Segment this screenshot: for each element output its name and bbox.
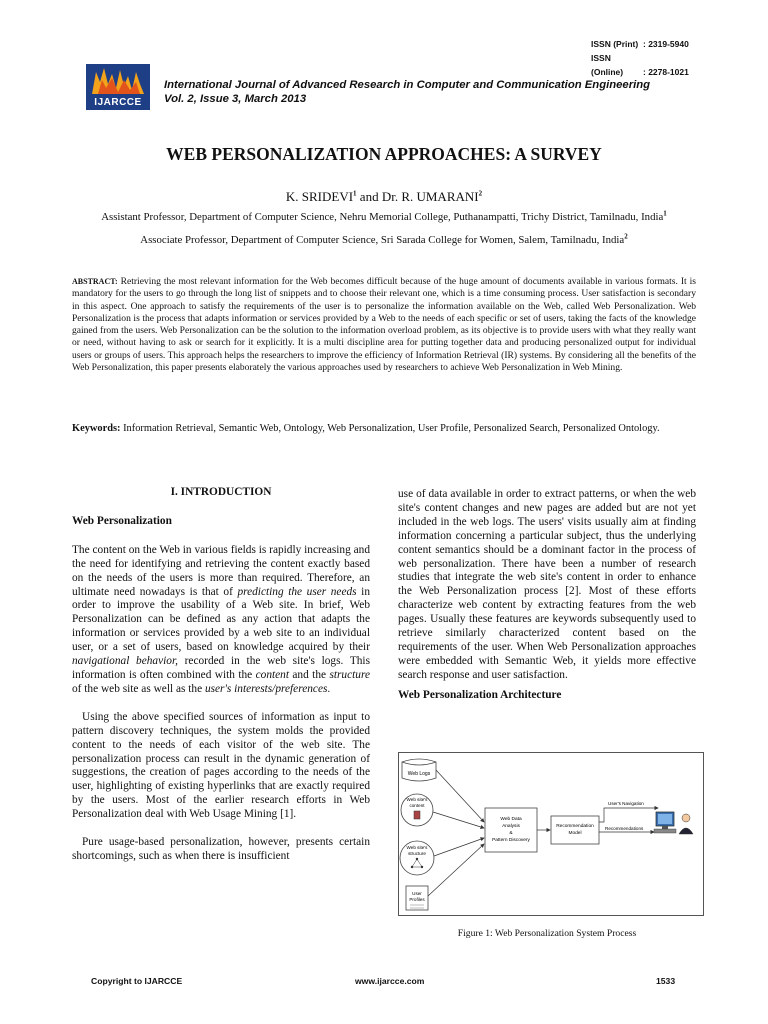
issn-print-value: : 2319-5940 bbox=[643, 39, 689, 49]
p1-text-f: . bbox=[327, 682, 331, 695]
footer-copyright: Copyright to IJARCCE bbox=[91, 976, 183, 986]
footer-website: www.ijarcce.com bbox=[355, 976, 425, 986]
author-line bbox=[0, 189, 768, 205]
intro-paragraph-2: Using the above specified sources of information as input to pattern discovery techniques, the system molds the provided content to the needs of each visitor of the web site. The personalization process can result in the dynamic generation of suggestions, the creation of pages according to the needs of the user, highlighting of existing hyperlinks that are exactly required by the users. Most of the earlier research efforts in Web Personalization deal with Web Usage Mining [1]. bbox=[72, 710, 370, 821]
issn-online-value: : 2278-1021 bbox=[643, 67, 689, 77]
p1-text-c: recorded in the web site's logs. This information is often combined with the bbox=[72, 655, 370, 681]
web-logs-label: Web Logs bbox=[407, 771, 431, 777]
issn-block bbox=[591, 37, 689, 79]
p1-text-b: in order to improve the usability of a Web site. In brief, Web Personalization can be defined as any action that adapts the information or services provided by a web site to an individual user, or a set of users, based on knowledge acquired by their bbox=[72, 585, 370, 654]
architecture-figure bbox=[398, 752, 704, 916]
affiliation-2 bbox=[0, 234, 768, 246]
affiliation-1 bbox=[0, 211, 768, 223]
footer-page-number: 1533 bbox=[656, 976, 676, 986]
affiliation-1-sup: 1 bbox=[663, 209, 667, 218]
logo-text: IJARCCE bbox=[94, 97, 142, 108]
paper-title: WEB PERSONALIZATION APPROACHES: A SURVEY bbox=[166, 144, 602, 164]
subheading-web-personalization: Web Personalization bbox=[72, 514, 172, 527]
analysis-label-2: Analysis bbox=[502, 824, 520, 829]
profiles-label-2: Profiles bbox=[409, 897, 425, 902]
model-label-2: Model bbox=[568, 831, 582, 836]
p1-text-e: of the web site as well as the bbox=[72, 682, 205, 695]
structure-label-2: structure bbox=[408, 851, 426, 856]
abstract-label: ABSTRACT: bbox=[72, 277, 118, 286]
structure-label-1: Web site's bbox=[406, 845, 428, 850]
abstract-text: Retrieving the most relevant information for the Web becomes difficult because of the huge amount of documents available in various formats. It is mandatory for the users to go through the long list of snippets and to choose their relevant one, which is a time consuming process. User satisfaction is secondary in this aspect. One approach to satisfy the requirements of the user is to personalize the information available on the Web, called Web Personalization. Web Personalization is the process that adapts information or services provided by a Web to the needs of each specific or set of users, taking the facts of the knowledge gained from the users. Web Personalization can be the solution to the information overload problem, as its objective is to provide users with what they really want or need, without having to ask or search for it explicitly. It is a multi discipline area for putting together data and producing personalized output for individual users or groups of users. This approach helps the researchers to improve the efficiency of Information Retrieval (IR) systems. By considering all the benefits of the Web Personalization, this paper presents elaborately the various approaches used by researchers to achieve Web Personalization in Web Mining. bbox=[72, 276, 697, 374]
keywords bbox=[72, 422, 696, 436]
intro-paragraph-1 bbox=[72, 544, 370, 697]
p1-em-2: navigational behavior, bbox=[72, 655, 178, 668]
users-navigation-label: User's Navigation bbox=[608, 801, 644, 806]
user-profiles-node bbox=[406, 886, 428, 910]
analysis-label-3: & bbox=[509, 831, 513, 836]
architecture-heading: Web Personalization Architecture bbox=[398, 688, 562, 701]
author-1: K. SRIDEVI bbox=[285, 189, 354, 204]
web-logs-node bbox=[402, 759, 436, 781]
p1-em-4: structure bbox=[329, 668, 370, 681]
content-label-2: content bbox=[409, 803, 425, 808]
journal-name: International Journal of Advanced Research in Computer and Communication Engineering bbox=[164, 79, 651, 91]
architecture-diagram bbox=[398, 752, 704, 916]
affiliation-2-text: Associate Professor, Department of Computer Science, Sri Sarada College for Women, Salem, Tamilnadu, India bbox=[140, 234, 625, 246]
issn-print-label: ISSN (Print) bbox=[591, 39, 639, 49]
journal-issue: Vol. 2, Issue 3, March 2013 bbox=[164, 93, 307, 105]
user-icon bbox=[679, 814, 693, 834]
figure-caption: Figure 1: Web Personalization System Process bbox=[457, 928, 637, 939]
document-icon bbox=[414, 811, 420, 819]
right-column bbox=[398, 488, 696, 703]
computer-icon bbox=[654, 812, 676, 833]
content-label-1: Web site's bbox=[406, 797, 428, 802]
p1-em-1: predicting the user needs bbox=[237, 585, 357, 598]
keywords-text: Information Retrieval, Semantic Web, Ontology, Web Personalization, User Profile, Personalized Search, Personalized Ontology. bbox=[123, 423, 660, 434]
p1-em-5: user's interests/preferences bbox=[204, 682, 328, 695]
user-navigation-flow bbox=[599, 801, 658, 832]
journal-logo bbox=[86, 64, 150, 110]
profiles-label-1: User bbox=[412, 891, 422, 896]
recommendations-label: Recommendations bbox=[605, 826, 644, 831]
affiliation-2-sup: 2 bbox=[624, 232, 628, 241]
abstract bbox=[72, 276, 696, 374]
p1-em-3: content bbox=[255, 668, 289, 681]
site-content-node bbox=[401, 794, 433, 826]
author-1-sup: 1 bbox=[353, 189, 357, 198]
recommendation-model-node bbox=[551, 816, 599, 844]
p1-text-a: The content on the Web in various fields is rapidly increasing and the need for identifying and retrieving the content exactly based on the needs of the users is more than required. Therefore, an ultimate need nowadays is that of bbox=[72, 543, 370, 598]
logo-flame-icon bbox=[86, 64, 150, 98]
journal-header bbox=[164, 78, 650, 106]
analysis-label-1: Web Data bbox=[500, 817, 522, 822]
author-2-sup: 2 bbox=[478, 189, 483, 198]
site-structure-node bbox=[400, 841, 434, 875]
intro-paragraph-3: Pure usage-based personalization, however, presents certain shortcomings, such as when there is insufficient bbox=[72, 836, 370, 862]
data-analysis-node bbox=[485, 808, 537, 852]
author-joiner: and Dr. R. UMARANI bbox=[356, 189, 479, 204]
analysis-label-4: Pattern Discovery bbox=[492, 838, 530, 843]
affiliation-1-text: Assistant Professor, Department of Computer Science, Nehru Memorial College, Puthanampatti, Trichy District, Tamilnadu, India bbox=[101, 211, 664, 223]
keywords-label: Keywords: bbox=[72, 423, 121, 434]
left-column bbox=[72, 486, 370, 864]
model-label-1: Recommendation bbox=[556, 824, 594, 829]
section-heading-introduction: I. INTRODUCTION bbox=[170, 486, 272, 498]
issn-online-label: ISSN (Online) bbox=[591, 53, 624, 77]
p1-text-d: and the bbox=[289, 668, 330, 681]
intro-paragraph-right: use of data available in order to extract patterns, or when the web site's content changes and new pages are added but are not yet included in the web logs. The users' visits usually aim at finding information concerning a particular subject, thus the underlying content semantics should be a dominant factor in the process of web personalization. There have been a number of research studies that integrate the web site's content in order to enhance the Web Personalization process [2]. Most of these efforts characterize web content by extracting features from the web pages. Usually these features are keywords subsequently used to retrieve similarly characterized content based on the requirements of the user. When Web Personalization approaches were embedded with Semantic Web, it yields more effective search response and user satisfaction. bbox=[398, 488, 696, 681]
input-arrows bbox=[428, 770, 484, 896]
